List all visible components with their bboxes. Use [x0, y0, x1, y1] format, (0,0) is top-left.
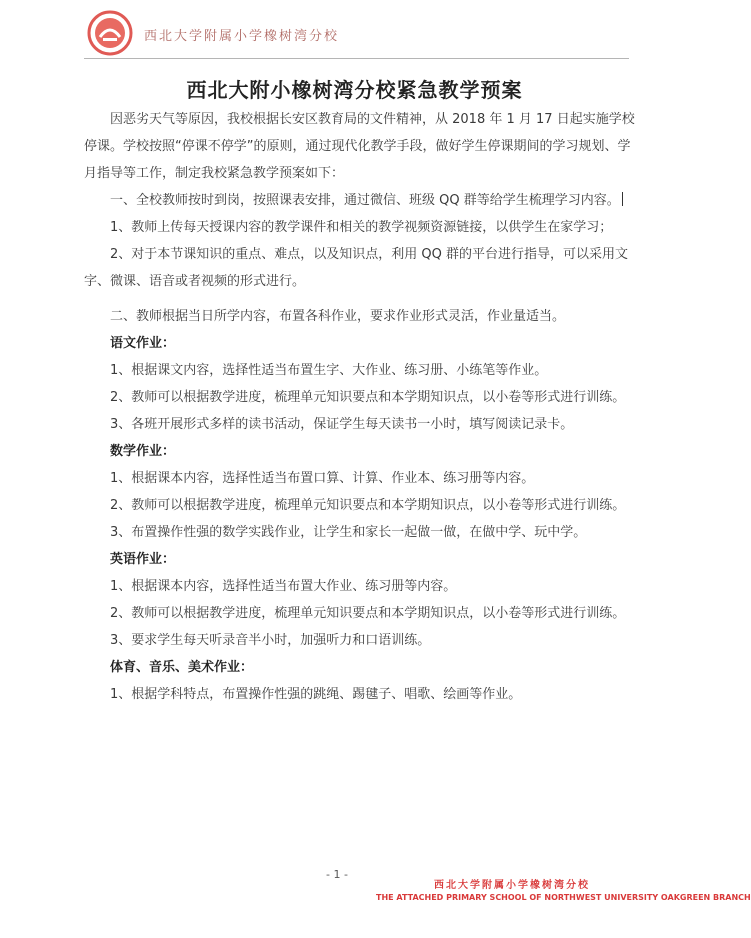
text-cursor: [622, 192, 624, 206]
paragraph-item: 3、布置操作性强的数学实践作业，让学生和家长一起做一做，在做中学、玩中学。: [110, 525, 587, 540]
school-logo: [86, 9, 134, 57]
paragraph-item: 2、对于本节课知识的重点、难点，以及知识点，利用 QQ 群的平台进行指导，可以采用文字、微课、语音或者视频的形式进行。: [84, 247, 629, 289]
paragraph-item: 3、要求学生每天听录音半小时，加强听力和口语训练。: [110, 633, 431, 648]
subheading-pe-music-art: 体育、音乐、美术作业：: [110, 660, 254, 675]
footer-school-name-cn: 西北大学附属小学橡树湾分校: [434, 880, 590, 891]
paragraph-item: 1、根据课文内容，选择性适当布置生字、大作业、练习册、小练笔等作业。: [110, 363, 548, 378]
document-body: [84, 106, 640, 708]
subheading-math: 数学作业：: [110, 444, 176, 459]
page-header: [84, 6, 629, 59]
document-title: 西北大附小橡树湾分校紧急教学预案: [186, 78, 523, 102]
header-school-name: 西北大学附属小学橡树湾分校: [144, 29, 340, 44]
subheading-chinese: 语文作业：: [110, 336, 176, 351]
page-number: - 1 -: [326, 868, 348, 881]
paragraph-intro: 因恶劣天气等原因，我校根据长安区教育局的文件精神，从 2018 年 1 月 17 日起实施学校停课。学校按照“停课不停学”的原则，通过现代化教学手段，做好学生停课期间的学习规划、学月指导等工作，制定我校紧急教学预案如下：: [84, 112, 635, 181]
paragraph-item: 2、教师可以根据教学进度，梳理单元知识要点和本学期知识点，以小卷等形式进行训练。: [110, 390, 626, 405]
paragraph-item: 3、各班开展形式多样的读书活动，保证学生每天读书一小时，填写阅读记录卡。: [110, 417, 574, 432]
paragraph-item: 2、教师可以根据教学进度，梳理单元知识要点和本学期知识点，以小卷等形式进行训练。: [110, 498, 626, 513]
paragraph-item: 1、根据课本内容，选择性适当布置大作业、练习册等内容。: [110, 579, 457, 594]
footer-school-name-en: THE ATTACHED PRIMARY SCHOOL OF NORTHWEST UNIVERSITY OAKGREEN BRANCH: [376, 893, 751, 902]
page-footer: [0, 866, 751, 916]
subheading-english: 英语作业：: [110, 552, 176, 567]
paragraph-item: 1、根据学科特点，布置操作性强的跳绳、踢毽子、唱歌、绘画等作业。: [110, 687, 522, 702]
paragraph-section-2: 二、教师根据当日所学内容，布置各科作业，要求作业形式灵活，作业量适当。: [110, 309, 566, 324]
paragraph-item: 1、教师上传每天授课内容的教学课件和相关的教学视频资源链接，以供学生在家学习；: [110, 220, 613, 235]
paragraph-item: 1、根据课本内容，选择性适当布置口算、计算、作业本、练习册等内容。: [110, 471, 535, 486]
paragraph-section-1: 一、全校教师按时到岗，按照课表安排，通过微信、班级 QQ 群等给学生梳理学习内容。: [84, 187, 640, 214]
paragraph-item: 2、教师可以根据教学进度，梳理单元知识要点和本学期知识点，以小卷等形式进行训练。: [110, 606, 626, 621]
